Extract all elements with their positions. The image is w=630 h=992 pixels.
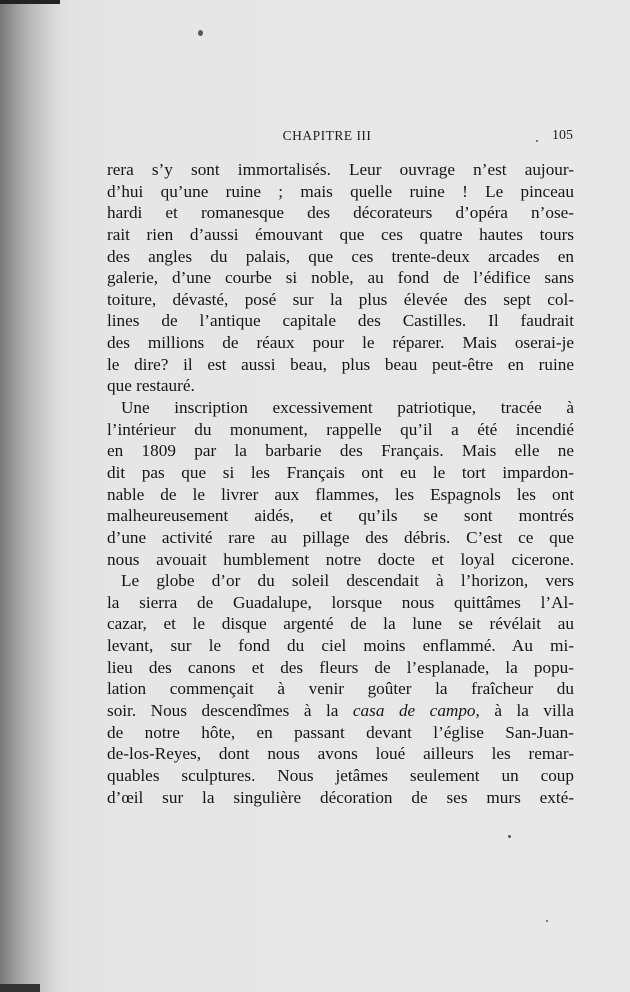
text-line: de-los-Reyes, dont nous avons loué ailleurs les remar-: [107, 744, 574, 764]
body-text: [107, 159, 574, 808]
page-edge-bottom: [0, 984, 40, 992]
ink-speck: [546, 920, 548, 922]
text-line: des angles du palais, que ces trente-deux arcades en: [107, 246, 574, 266]
page-edge-top: [0, 0, 60, 4]
text-line: [107, 700, 574, 722]
text-line: l’intérieur du monument, rappelle qu’il a été incendié: [107, 419, 574, 439]
text-line: la sierra de Guadalupe, lorsque nous quittâmes l’Al-: [107, 592, 574, 612]
text-line: rera s’y sont immortalisés. Leur ouvrage n’est aujour-: [107, 160, 574, 179]
text-line: nous avouait humblement notre docte et loyal cicerone.: [107, 549, 574, 569]
text-line: d’œil sur la singulière décoration de ses murs exté-: [107, 787, 574, 807]
text-line: malheureusement aidés, et qu’ils se sont montrés: [107, 506, 574, 526]
running-header: [107, 128, 573, 148]
text-line: hardi et romanesque des décorateurs d’opéra n’ose-: [107, 203, 574, 223]
text-line: que restauré.: [107, 376, 195, 396]
text-line: lation commençait à venir goûter la fraîcheur du: [107, 679, 574, 699]
text-line: levant, sur le fond du ciel moins enflammé. Au mi-: [107, 636, 574, 656]
ink-speck: [198, 30, 203, 36]
text-line: nable de le livrer aux flammes, les Espagnols les ont: [107, 484, 574, 504]
text-line: toiture, dévasté, posé sur la plus élevée des sept col-: [107, 289, 574, 309]
spine-shadow: [0, 0, 60, 992]
text-line: d’une activité rare au pillage des débris. C’est ce que: [107, 527, 574, 547]
text-line: dit pas que si les Français ont eu le tort impardon-: [107, 462, 574, 482]
text-line: rait rien d’aussi émouvant que ces quatre hautes tours: [107, 224, 574, 244]
text-line: Une inscription excessivement patriotique, tracée à: [121, 398, 574, 418]
text-line: lieu des canons et des fleurs de l’esplanade, la popu-: [107, 657, 574, 677]
text-segment: à la villa: [479, 701, 574, 721]
text-line: le dire? il est aussi beau, plus beau peut-être en ruine: [107, 354, 574, 374]
text-line: cazar, et le disque argenté de la lune se révélait au: [107, 614, 574, 634]
text-line: en 1809 par la barbarie des Français. Mais elle ne: [107, 441, 574, 461]
text-line: de notre hôte, en passant devant l’église San-Juan-: [107, 722, 574, 742]
text-line: quables sculptures. Nous jetâmes seulement un coup: [107, 765, 574, 785]
italic-phrase: casa de campo,: [352, 701, 480, 721]
text-line: des millions de réaux pour le réparer. Mais oserai-je: [107, 333, 574, 353]
text-line: lines de l’antique capitale des Castilles. Il faudrait: [107, 311, 574, 331]
text-line: galerie, d’une courbe si noble, au fond de l’édifice sans: [107, 268, 574, 288]
running-title: CHAPITRE III: [282, 128, 372, 143]
text-line: d’hui qu’une ruine ; mais quelle ruine ! Le pinceau: [107, 181, 574, 201]
ink-speck: [508, 835, 511, 838]
text-line: Le globe d’or du soleil descendait à l’horizon, vers: [121, 571, 574, 591]
text-segment: soir. Nous descendîmes à la: [107, 701, 353, 721]
page-number: 105: [552, 128, 573, 143]
